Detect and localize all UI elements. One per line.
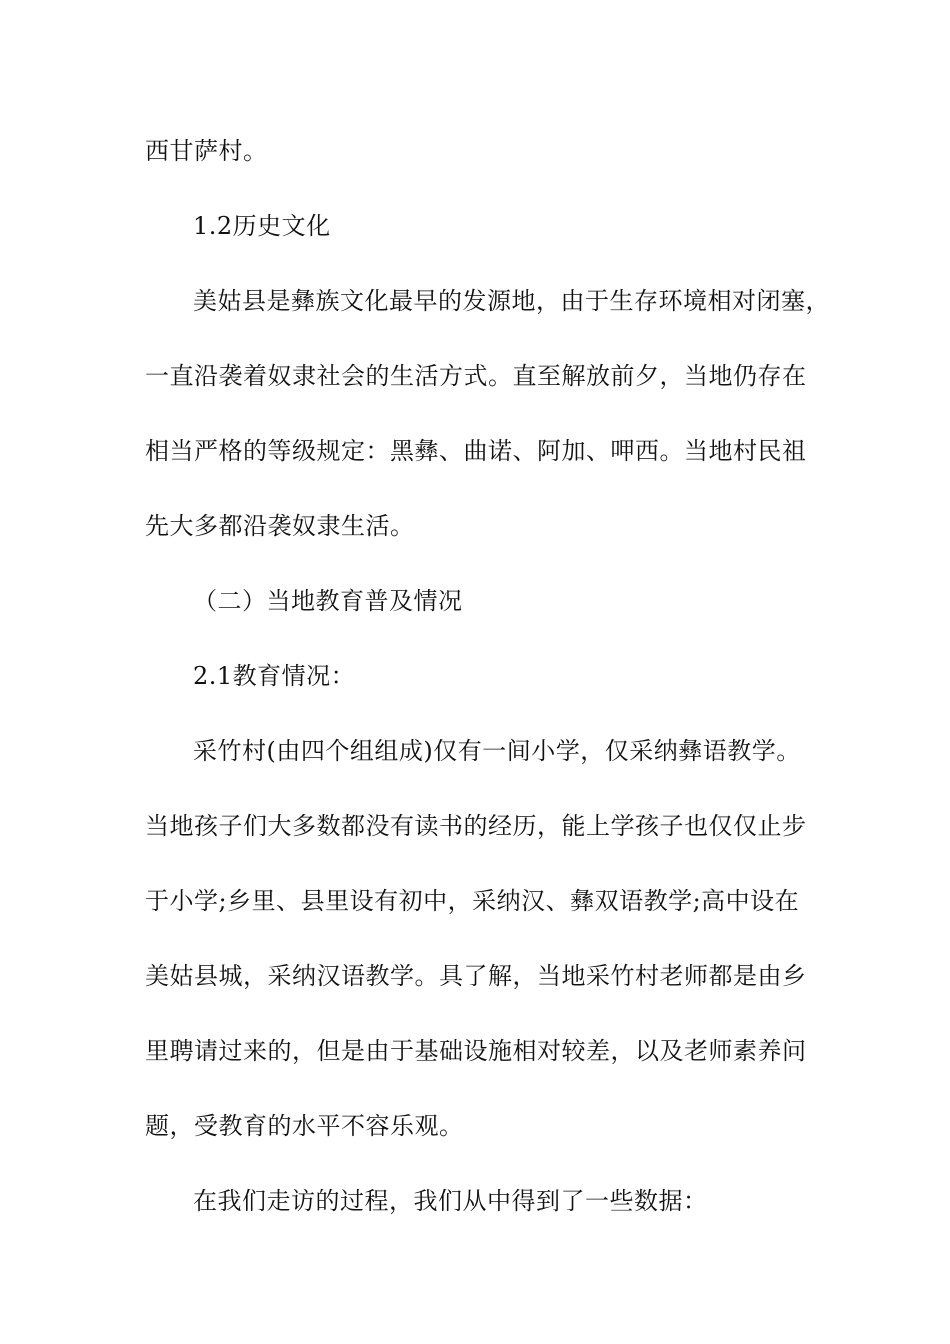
- paragraph-line: 于小学;乡里、县里设有初中，采纳汉、彝双语教学;高中设在: [145, 887, 800, 915]
- paragraph-line: 采竹村(由四个组组成)仅有一间小学，仅采纳彝语教学。: [193, 737, 801, 765]
- paragraph-line: 题，受教育的水平不容乐观。: [145, 1112, 464, 1140]
- paragraph-line: 先大多都沿袭奴隶生活。: [145, 512, 415, 540]
- section-heading: （二）当地教育普及情况: [193, 587, 463, 615]
- paragraph-line: 当地孩子们大多数都没有读书的经历，能上学孩子也仅仅止步: [145, 812, 807, 840]
- paragraph-line: 美姑县是彝族文化最早的发源地，由于生存环境相对闭塞，: [193, 287, 830, 315]
- paragraph-line: 在我们走访的过程，我们从中得到了一些数据：: [193, 1187, 708, 1215]
- paragraph-line: 一直沿袭着奴隶社会的生活方式。直至解放前夕，当地仍存在: [145, 362, 807, 390]
- paragraph-line: 美姑县城，采纳汉语教学。具了解，当地采竹村老师都是由乡: [145, 962, 807, 990]
- paragraph-line: 里聘请过来的，但是由于基础设施相对较差，以及老师素养问: [145, 1037, 807, 1065]
- paragraph-line: 西甘萨村。: [145, 137, 268, 165]
- paragraph-line: 相当严格的等级规定：黑彝、曲诺、阿加、呷西。当地村民祖: [145, 437, 807, 465]
- section-heading: 2.1教育情况：: [193, 662, 356, 690]
- section-heading: 1.2历史文化: [193, 212, 331, 240]
